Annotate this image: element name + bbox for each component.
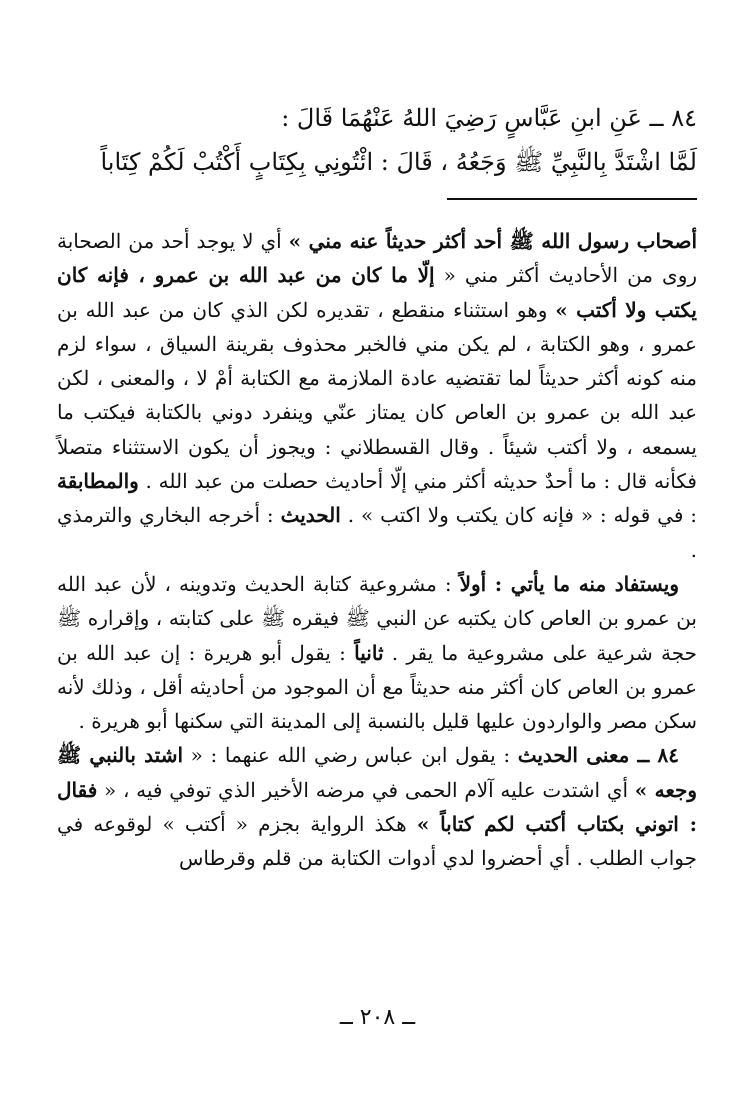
text: هكذ الرواية بجزم « أكتب » لوقوعه في جواب الطلب . أي أحضروا لدي أدوات الكتابة من قلم وقرطاس (57, 812, 697, 871)
hadith-line-2: لَمَّا اشْتَدَّ بِالنَّبِيِّ ﷺ وَجَعُهُ ، قَالَ : ائْتُونِي بِكِتَابٍ أَكْتُبْ لَكُمْ كِتَاباً (100, 148, 697, 176)
commentary (57, 224, 697, 876)
text: وهو استثناء منقطع ، تقديره لكن الذي كان من عبد الله بن عمرو ، وهو الكتابة ، لم يكن مني فالخبر محذوف بقرينة السياق ، سواء لزم منه كونه أكثر حديثاً لما تقتضيه عادة الملازمة مع الكتابة أمْ لا ، والمعنى ، لكن عبد الله بن عمرو بن العاص كان يمتاز عنّي وينفرد دوني بالكتابة فيكتب ما يسمعه ، ولا أكتب شيئاً . وقال القسطلاني : ويجوز أن يكون الاستثناء متصلاً فكأنه قال : ما أحدٌ حديثه أكثر مني إلّا أحاديث حصلت من عبد الله . (57, 297, 697, 494)
text: أي اشتدت عليه آلام الحمى في مرضه الأخير الذي توفي فيه ، « (97, 777, 635, 802)
paragraph-meaning (57, 738, 697, 875)
paragraph-benefits (57, 567, 697, 738)
heading-benefits: ويستفاد منه ما يأتي : أولاً (459, 571, 679, 596)
heading-meaning: ٨٤ ــ معنى الحديث (517, 743, 680, 768)
heading-hadith: الحديث (280, 503, 341, 528)
footnote-divider (447, 198, 697, 200)
hadith-line-1: ٨٤ ــ عَنِ ابنِ عَبَّاسٍ رَضِيَ اللهُ عَنْهُمَا قَالَ : (281, 104, 697, 132)
heading-second: ثانياً (354, 640, 384, 665)
text: : أخرجه البخاري والترمذي . (57, 503, 697, 562)
hadith-text (57, 96, 697, 184)
paragraph-explanation (57, 224, 697, 567)
text: أي لا يوجد أحد من الصحابة روى من الأحاديث أكثر مني « (57, 229, 698, 288)
quote-bold: أصحاب رسول الله ﷺ أحد أكثر حديثاً عنه مني » (288, 229, 698, 253)
quote-bold: فقال : اتوني بكتاب أكتب لكم كتاباً » (57, 777, 697, 837)
text: : يقول ابن عباس رضي الله عنهما : « (183, 743, 518, 768)
text: : مشروعية كتابة الحديث وتدوينه ، لأن عبد الله بن عمرو بن العاص كان يكتبه عن النبي ﷺ فيقره ﷺ على كتابته ، وإقراره ﷺ حجة شرعية على مشروعية ما يقر . (57, 571, 697, 665)
text: : في قوله : « فإنه كان يكتب ولا اكتب » . (340, 503, 697, 528)
heading-mutabaqa: والمطابقة (57, 469, 139, 494)
quote-bold: إلّا ما كان من عبد الله بن عمرو ، فإنه كان يكتب ولا أكتب » (57, 263, 697, 322)
quote-bold: اشتد بالنبي ﷺ وجعه » (57, 743, 697, 802)
text: : يقول أبو هريرة : إن عبد الله بن عمرو بن العاص كان أكثر منه حديثاً مع أن الموجود من أحاديثه أقل ، وذلك لأنه سكن مصر والواردون عليها قليل بالنسبة إلى المدينة التي سكنها أبو هريرة . (57, 640, 697, 734)
page-number: ــ ٢٠٨ ــ (339, 1005, 416, 1030)
